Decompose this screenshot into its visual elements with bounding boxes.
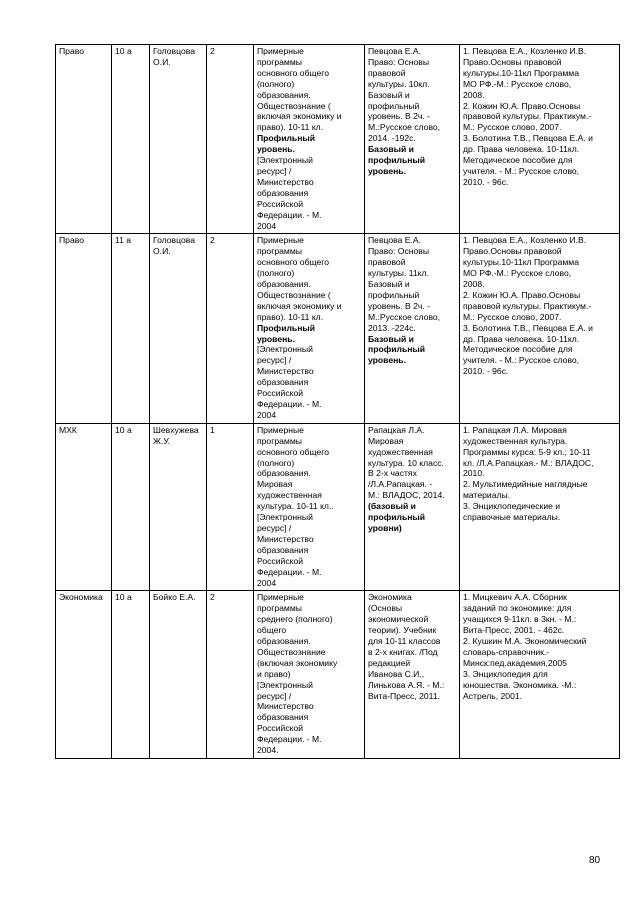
cell-text-line: Министерство <box>257 176 314 187</box>
cell-text-line: Бойко Е.А. <box>153 592 196 603</box>
textbook-cell <box>365 423 460 591</box>
cell-text-line: профильный <box>368 344 426 355</box>
cell-text-line: 11 а <box>115 235 132 246</box>
hours-cell <box>207 234 254 423</box>
cell-text-line: Профильный <box>257 322 316 333</box>
cell-text-line: учителя. - М.: Русское слово, <box>463 355 580 366</box>
cell-text-line: 2010. - 96с. <box>463 176 509 187</box>
cell-text-line: Рапацкая Л.А. <box>368 424 425 435</box>
cell-text-line: основного общего <box>257 67 329 78</box>
subject-cell <box>56 234 112 423</box>
cell-text-line: 2. Кожин Ю.А. Право.Основы <box>463 100 581 111</box>
cell-text-line: профильный <box>368 155 426 166</box>
cell-text-line: программы <box>257 56 302 67</box>
cell-text-line: Профильный <box>257 133 316 144</box>
cell-text-line: правовой культуры. Практикум.- <box>463 300 592 311</box>
cell-text-line: Базовый и <box>368 89 410 100</box>
cell-text-line: В 2-х частях <box>368 468 417 479</box>
cell-text-line: Федерации. - М. <box>257 399 322 409</box>
cell-text-line: Федерации. - М. <box>257 734 322 745</box>
cell-text-line: ресурс] / <box>257 690 292 701</box>
cell-text-line: профильный <box>368 289 420 300</box>
cell-text-line: 1. Рапацкая Л.А. Мировая <box>463 424 567 435</box>
cell-text-line: 2004 <box>257 220 277 231</box>
cell-text-line: культура. 10-11 кл.. <box>257 501 334 512</box>
grade-cell <box>112 234 150 423</box>
cell-text-line: 2004 <box>257 409 277 420</box>
subject-cell <box>56 423 112 591</box>
cell-text-line: 2. Кожин Ю.А. Право.Основы <box>463 289 581 300</box>
cell-text-line: О.И. <box>153 56 171 67</box>
cell-text-line: Шевхужева <box>153 424 199 435</box>
cell-text-line: 3. Энциклопедические и <box>463 501 561 512</box>
cell-text-line: кл. /Л.А.Рапацкая.- М.: ВЛАДОС, <box>463 457 594 468</box>
cell-text-line: 3. Болотина Т.В., Певцова Е.А. и <box>463 322 593 333</box>
cell-text-line: Головцова <box>153 46 195 56</box>
textbook-cell <box>365 591 460 759</box>
cell-text-line: 2. Кушкин М.А. Экономический <box>463 636 587 647</box>
cell-text-line: уровень. <box>368 165 406 176</box>
cell-text-line: Право <box>59 235 84 246</box>
cell-text-line: 2010. <box>463 468 485 479</box>
cell-text-line: Иванова С.И., <box>368 668 425 679</box>
cell-text-line: уровень. <box>368 355 406 366</box>
cell-text-line: культуры.10-11кл Программа <box>463 67 579 78</box>
cell-text-line: Российской <box>257 198 304 209</box>
cell-text-line: Федерации. - М. <box>257 566 322 577</box>
subject-cell <box>56 45 112 234</box>
cell-text-line: Экономика <box>368 592 412 603</box>
cell-text-line: Головцова <box>153 235 195 246</box>
cell-text-line: материалы. <box>463 490 511 501</box>
cell-text-line: уровень. В 2ч. - <box>368 300 431 311</box>
cell-text-line: Мировая <box>257 479 293 490</box>
cell-text-line: Примерные <box>257 424 304 435</box>
teacher-cell <box>150 423 207 591</box>
cell-text-line: М.: Русское слово, 2007. <box>463 122 562 133</box>
cell-text-line: Обществознание ( <box>257 100 331 111</box>
table-row <box>56 45 620 234</box>
hours-cell <box>207 591 254 759</box>
cell-text-line: Российской <box>257 388 304 399</box>
cell-text-line: Методическое пособие для <box>463 155 573 166</box>
table-row <box>56 423 620 591</box>
cell-text-line: Право.Основы правовой <box>463 246 562 257</box>
materials-cell <box>460 45 620 234</box>
cell-text-line: МО РФ.-М.: Русское слово, <box>463 78 572 89</box>
cell-text-line: (полного) <box>257 457 295 468</box>
cell-text-line: Российской <box>257 723 304 734</box>
cell-text-line: программы <box>257 603 302 614</box>
cell-text-line: 3. Энциклопедия для <box>463 668 548 679</box>
cell-text-line: 2 <box>210 46 215 56</box>
cell-text-line: Право: Основы <box>368 246 430 257</box>
cell-text-line: уровень. <box>257 333 295 344</box>
cell-text-line: включая экономику и <box>257 111 342 122</box>
grade-cell <box>112 423 150 591</box>
cell-text-line: /Л.А.Рапацкая. - <box>368 479 433 490</box>
cell-text-line: Программы курса: 5-9 кл.; 10-11 <box>463 446 591 457</box>
cell-text-line: среднего (полного) <box>257 614 333 625</box>
cell-text-line: программы <box>257 246 302 257</box>
cell-text-line: ресурс] / <box>257 355 292 366</box>
cell-text-line: для 10-11 классов <box>368 636 441 647</box>
cell-text-line: др. Права человека. 10-11кл. <box>463 333 580 344</box>
cell-text-line: общего <box>257 625 287 636</box>
cell-text-line: образования. <box>257 89 311 100</box>
cell-text-line: М.:Русское слово, <box>368 311 441 322</box>
table-body <box>56 45 620 759</box>
cell-text-line: Обществознание ( <box>257 289 331 300</box>
cell-text-line: 2008. <box>463 279 485 290</box>
cell-text-line: Обществознание <box>257 646 326 657</box>
cell-text-line: МХК <box>59 424 77 435</box>
cell-text-line: образования. <box>257 279 311 290</box>
grade-cell <box>112 591 150 759</box>
cell-text-line: образования. <box>257 468 311 479</box>
cell-text-line: в 2-х книгах. /Под <box>368 646 438 657</box>
cell-text-line: Певцова Е.А. <box>368 235 422 246</box>
cell-text-line: включая экономику и <box>257 300 342 311</box>
cell-text-line: 1. Мицкевич А.А. Сборник <box>463 592 567 603</box>
cell-text-line: культуры.10-11кл Программа <box>463 257 579 268</box>
cell-text-line: О.И. <box>153 246 171 257</box>
cell-text-line: (полного) <box>257 268 295 279</box>
subject-cell <box>56 591 112 759</box>
teacher-cell <box>150 591 207 759</box>
cell-text-line: (полного) <box>257 78 295 89</box>
cell-text-line: Примерные <box>257 46 304 56</box>
program-cell <box>254 234 365 423</box>
materials-cell <box>460 234 620 423</box>
cell-text-line: художественная <box>368 446 433 457</box>
cell-text-line: 2004 <box>257 577 277 588</box>
cell-text-line: Вита-Пресс, 2011. <box>368 690 440 701</box>
cell-text-line: художественная <box>257 490 322 501</box>
curriculum-table <box>55 44 620 759</box>
cell-text-line: образования <box>257 712 309 723</box>
textbook-cell <box>365 234 460 423</box>
cell-text-line: (Основы <box>368 603 403 614</box>
cell-text-line: юношества. Экономика. -М.: <box>463 679 577 690</box>
cell-text-line: основного общего <box>257 446 329 457</box>
table-row <box>56 234 620 423</box>
cell-text-line: Министерство <box>257 366 314 377</box>
cell-text-line: Право <box>59 46 84 56</box>
cell-text-line: Федерации. - М. <box>257 209 322 220</box>
cell-text-line: художественная культура. <box>463 435 568 446</box>
cell-text-line: 2004. <box>257 745 279 756</box>
cell-text-line: 3. Болотина Т.В., Певцова Е.А. и <box>463 133 593 144</box>
teacher-cell <box>150 45 207 234</box>
cell-text-line: [Электронный <box>257 679 313 690</box>
cell-text-line: ресурс] / <box>257 165 292 176</box>
cell-text-line: 10 а <box>115 424 132 435</box>
page-number: 80 <box>589 855 601 866</box>
cell-text-line: 10 а <box>115 46 132 56</box>
program-cell <box>254 591 365 759</box>
cell-text-line: Певцова Е.А. <box>368 46 422 56</box>
program-cell <box>254 45 365 234</box>
cell-text-line: право). 10-11 кл. <box>257 122 324 133</box>
cell-text-line: Методическое пособие для <box>463 344 573 355</box>
cell-text-line: правовой культуры. Практикум.- <box>463 111 592 122</box>
hours-cell <box>207 45 254 234</box>
cell-text-line: Линькова А.Я. - М.: <box>368 679 445 690</box>
cell-text-line: Право.Основы правовой <box>463 56 562 67</box>
cell-text-line: словарь-справочник.- <box>463 646 550 657</box>
cell-text-line: редакцией <box>368 657 411 668</box>
cell-text-line: МО РФ.-М.: Русское слово, <box>463 268 572 279</box>
cell-text-line: Астрель, 2001. <box>463 690 523 701</box>
cell-text-line: 1. Певцова Е.А., Козленко И.В. <box>463 46 587 56</box>
cell-text-line: Российской <box>257 555 304 566</box>
materials-cell <box>460 591 620 759</box>
cell-text-line: уровень. <box>257 144 295 155</box>
cell-text-line: 2. Мультимедийные наглядные <box>463 479 588 490</box>
table-row <box>56 591 620 759</box>
cell-text-line: образования <box>257 187 309 198</box>
cell-text-line: программы <box>257 435 302 446</box>
cell-text-line: правовой <box>368 67 406 78</box>
cell-text-line: [Электронный <box>257 344 313 355</box>
cell-text-line: 2014. -192с. <box>368 133 416 144</box>
program-cell <box>254 423 365 591</box>
cell-text-line: 2 <box>210 235 215 246</box>
cell-text-line: культура. 10 класс. <box>368 457 444 468</box>
cell-text-line: 2010. - 96с. <box>463 366 509 377</box>
cell-text-line: и право) <box>257 668 291 679</box>
cell-text-line: профильный <box>368 512 426 523</box>
teacher-cell <box>150 234 207 423</box>
cell-text-line: (включая экономику <box>257 657 338 668</box>
cell-text-line: теории). Учебник <box>368 625 437 636</box>
cell-text-line: М.:Русское слово, <box>368 122 441 133</box>
cell-text-line: профильный <box>368 100 420 111</box>
cell-text-line: справочные материалы. <box>463 512 561 523</box>
cell-text-line: М.: Русское слово, 2007. <box>463 311 562 322</box>
cell-text-line: Минск:пед.академия,2005 <box>463 657 567 668</box>
cell-text-line: 1. Певцова Е.А., Козленко И.В. <box>463 235 587 246</box>
cell-text-line: экономической <box>368 614 429 625</box>
cell-text-line: основного общего <box>257 257 329 268</box>
cell-text-line: правовой <box>368 257 406 268</box>
cell-text-line: заданий по экономике: для <box>463 603 572 614</box>
cell-text-line: образования <box>257 377 309 388</box>
cell-text-line: Примерные <box>257 235 304 246</box>
materials-cell <box>460 423 620 591</box>
cell-text-line: Примерные <box>257 592 304 603</box>
grade-cell <box>112 45 150 234</box>
cell-text-line: ресурс] / <box>257 522 292 533</box>
cell-text-line: М.: ВЛАДОС, 2014. <box>368 490 445 501</box>
hours-cell <box>207 423 254 591</box>
cell-text-line: учащихся 9-11кл. в 3кн. - М.: <box>463 614 577 625</box>
cell-text-line: Министерство <box>257 701 314 712</box>
cell-text-line: 2008. <box>463 89 485 100</box>
cell-text-line: др. Права человека. 10-11кл. <box>463 144 580 155</box>
cell-text-line: уровень. В 2ч. - <box>368 111 431 122</box>
cell-text-line: [Электронный <box>257 155 313 166</box>
cell-text-line: Вита-Пресс, 2001. - 462с. <box>463 625 565 636</box>
cell-text-line: (базовый и <box>368 501 416 512</box>
cell-text-line: культуры. 10кл. <box>368 78 430 89</box>
cell-text-line: уровни) <box>368 522 402 533</box>
cell-text-line: Базовый и <box>368 144 414 155</box>
cell-text-line: Ж.У. <box>153 435 171 446</box>
cell-text-line: [Электронный <box>257 512 313 523</box>
cell-text-line: образования. <box>257 636 311 647</box>
cell-text-line: образования <box>257 544 309 555</box>
cell-text-line: 1 <box>210 424 215 435</box>
cell-text-line: Базовый и <box>368 333 414 344</box>
cell-text-line: Экономика <box>59 592 103 603</box>
cell-text-line: право). 10-11 кл. <box>257 311 324 322</box>
cell-text-line: 2013. -224с. <box>368 322 416 333</box>
textbook-cell <box>365 45 460 234</box>
cell-text-line: культуры. 11кл. <box>368 268 429 279</box>
cell-text-line: Базовый и <box>368 279 410 290</box>
cell-text-line: Право: Основы <box>368 56 430 67</box>
cell-text-line: Министерство <box>257 533 314 544</box>
cell-text-line: 2 <box>210 592 215 603</box>
cell-text-line: 10 а <box>115 592 132 603</box>
cell-text-line: Мировая <box>368 435 404 446</box>
cell-text-line: учителя. - М.: Русское слово, <box>463 165 580 176</box>
